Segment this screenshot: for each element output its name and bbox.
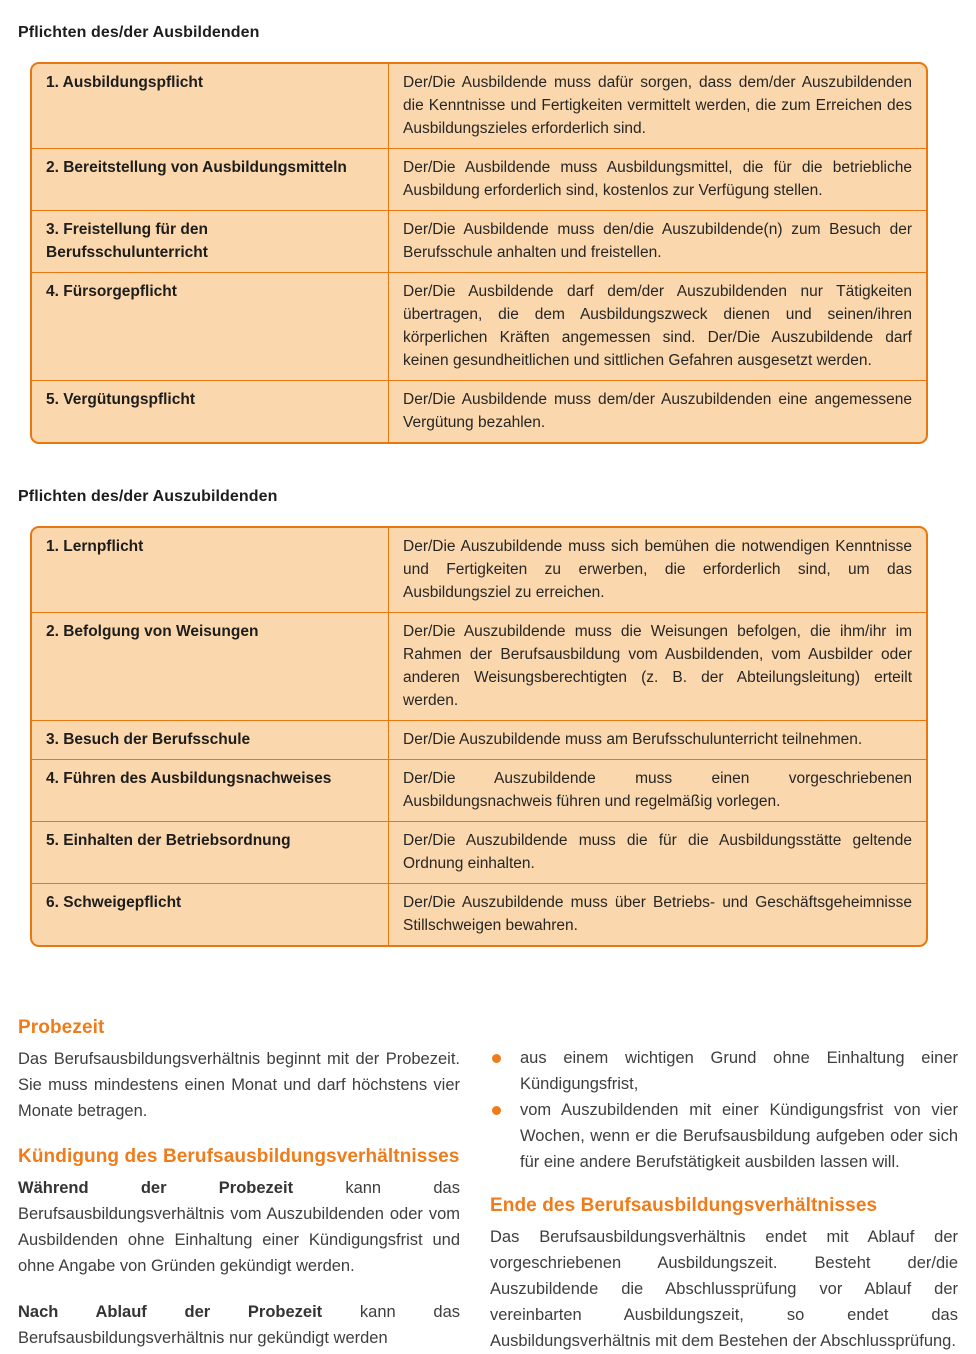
duty-description-cell: Der/Die Auszubildende muss die für die Ausbildungsstätte geltende Ordnung einhalten. [403, 832, 912, 872]
section-title-trainer-duties: Pflichten des/der Ausbildenden [18, 24, 260, 41]
duty-term-cell: 4. Fürsorgepflicht [32, 273, 389, 380]
bold-lead-in: Nach Ablauf der Probezeit [18, 1303, 323, 1321]
bottom-two-column-section [18, 1017, 958, 1354]
table-row [32, 528, 926, 612]
heading-ende: Ende des Berufsausbildungsverhältnisses [490, 1195, 878, 1216]
table-row [32, 64, 926, 148]
table-row [32, 272, 926, 380]
trainer-duties-table [30, 62, 928, 444]
paragraph-probezeit: Das Berufsausbildungsverhältnis beginnt mit der Probezeit. Sie muss mindestens einen Monat und darf höchstens vier Monate betragen. [18, 1050, 460, 1120]
bold-lead-in: Während der Probezeit [18, 1179, 294, 1197]
left-column [18, 1017, 460, 1354]
table-row [32, 612, 926, 720]
duty-term-cell: 2. Bereitstellung von Ausbildungsmitteln [32, 149, 389, 210]
paragraph-waehrend-probezeit [18, 1175, 460, 1279]
bullet-text: vom Auszubildenden mit einer Kündigungsfrist von vier Wochen, wenn er die Berufsausbildung aufgeben oder sich für eine andere Berufstätigkeit ausbilden lassen will. [520, 1101, 958, 1171]
table-row [32, 759, 926, 821]
table-row [32, 883, 926, 945]
duty-term-cell: 5. Vergütungspflicht [32, 381, 389, 442]
duty-term-cell: 1. Lernpflicht [32, 528, 389, 612]
paragraph-ende: Das Berufsausbildungsverhältnis endet mit Ablauf der vorgeschriebenen Ausbildungszeit. Besteht der/die Auszubildende die Abschlussprüfung vor Ablauf der vereinbarten Ausbildungszeit, so endet das Ausbildungsverhältnis mit dem Bestehen der Abschlussprüfung. [490, 1228, 958, 1350]
duty-term-cell: 6. Schweigepflicht [32, 884, 389, 945]
table-row [32, 720, 926, 759]
duty-description-cell: Der/Die Auszubildende muss die Weisungen befolgen, die ihm/ihr im Rahmen der Berufsausbildung vom Ausbildenden, vom Ausbilder oder anderen Weisungsberechtigten (z. B. der Abteilungsleitung) erteilt werden. [403, 623, 912, 709]
bullet-item [490, 1097, 958, 1175]
bullet-icon [492, 1106, 501, 1115]
duty-term-cell: 3. Besuch der Berufsschule [32, 721, 389, 759]
bullet-text: aus einem wichtigen Grund ohne Einhaltung einer Kündigungsfrist, [520, 1049, 958, 1093]
duty-description-cell: Der/Die Auszubildende muss sich bemühen die notwendigen Kenntnisse und Fertigkeiten zu erwerben, die erforderlich sind, um das Ausbildungsziel zu erreichen. [403, 538, 912, 601]
duty-description-cell: Der/Die Auszubildende muss über Betriebs- und Geschäftsgeheimnisse Stillschweigen bewahren. [403, 894, 912, 934]
duty-description-cell: Der/Die Ausbildende muss dem/der Auszubildenden eine angemessene Vergütung bezahlen. [403, 391, 912, 431]
duty-description-cell: Der/Die Auszubildende muss am Berufsschulunterricht teilnehmen. [403, 731, 863, 748]
duty-description-cell: Der/Die Ausbildende muss den/die Auszubildende(n) zum Besuch der Berufsschule anhalten und freistellen. [403, 221, 912, 261]
duty-term-cell: 5. Einhalten der Betriebsordnung [32, 822, 389, 883]
table-row [32, 380, 926, 442]
heading-probezeit: Probezeit [18, 1017, 105, 1038]
duty-term-cell: 1. Ausbildungspflicht [32, 64, 389, 148]
trainee-duties-table [30, 526, 928, 947]
bullet-icon [492, 1054, 501, 1063]
duty-description-cell: Der/Die Auszubildende muss einen vorgeschriebenen Ausbildungsnachweis führen und regelmäßig vorlegen. [403, 770, 912, 810]
duty-term-cell: 2. Befolgung von Weisungen [32, 613, 389, 720]
table-row [32, 821, 926, 883]
duty-term-cell: 4. Führen des Ausbildungsnachweises [32, 760, 389, 821]
bullet-item [490, 1045, 958, 1097]
bullet-list [490, 1045, 958, 1175]
paragraph-text: kann das Berufsausbildungsverhältnis vom Auszubildenden oder vom Ausbildenden ohne Einhaltung einer Kündigungsfrist und ohne Angabe von Gründen gekündigt werden. [18, 1179, 460, 1275]
table-row [32, 210, 926, 272]
duty-description-cell: Der/Die Ausbildende muss dafür sorgen, dass dem/der Auszubildenden die Kenntnisse und Fertigkeiten vermittelt werden, die zum Erreichen des Ausbildungszieles erforderlich sind. [403, 74, 912, 137]
heading-kuendigung: Kündigung des Berufsausbildungsverhältnisses [18, 1146, 460, 1167]
duty-description-cell: Der/Die Ausbildende darf dem/der Auszubildenden nur Tätigkeiten übertragen, die dem Ausbildungszweck dienen und seinen/ihren körperlichen Kräften angemessen sind. Der/Die Auszubildende darf keinen gesundheitlichen und sittlichen Gefahren ausgesetzt werden. [403, 283, 912, 369]
table-row [32, 148, 926, 210]
paragraph-nach-ablauf [18, 1299, 460, 1351]
right-column [490, 1017, 958, 1354]
section-title-trainee-duties: Pflichten des/der Auszubildenden [18, 488, 278, 505]
paragraph-text: kann das Berufsausbildungsverhältnis nur gekündigt werden [18, 1303, 460, 1347]
duty-description-cell: Der/Die Ausbildende muss Ausbildungsmittel, die für die betriebliche Ausbildung erforderlich sind, kostenlos zur Verfügung stellen. [403, 159, 912, 199]
duty-term-cell: 3. Freistellung für den Berufsschulunterricht [32, 211, 389, 272]
